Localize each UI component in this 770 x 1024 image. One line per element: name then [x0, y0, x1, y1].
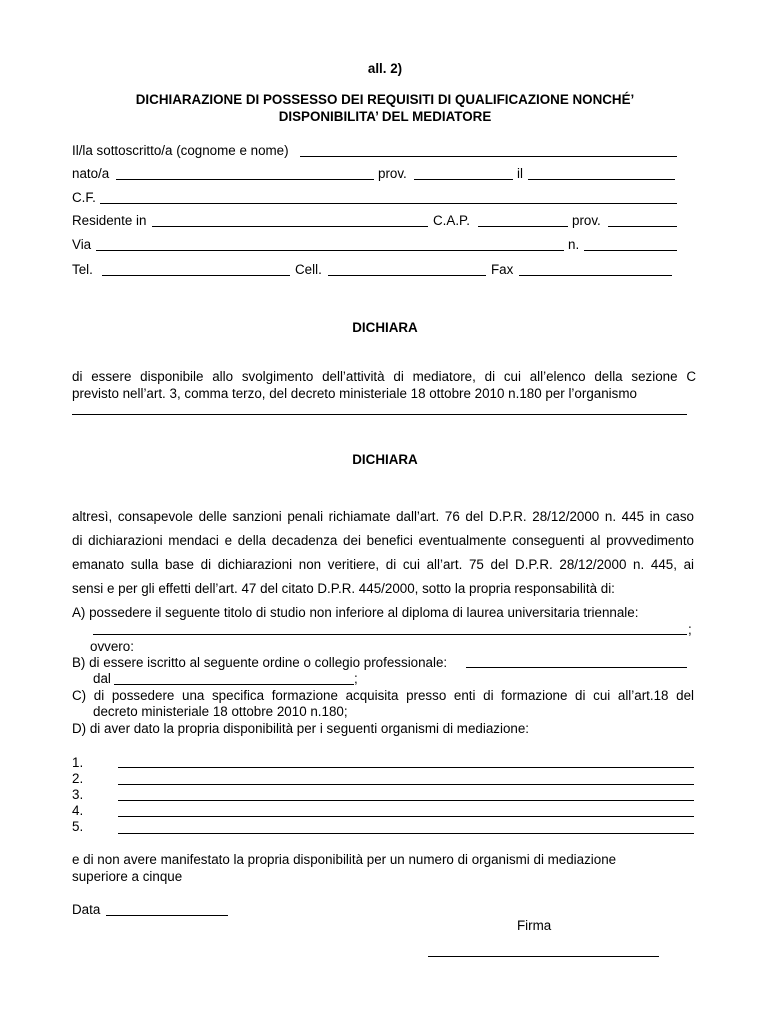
closing-line-1: e di non avere manifestato la propria disponibilità per un numero di organismi di mediazione — [72, 852, 617, 867]
organismo-line-5[interactable] — [118, 833, 694, 834]
semicolon-a: ; — [688, 622, 692, 637]
para-2-line-2: di dichiarazioni mendaci e della decadenza dei benefici eventualmente conseguenti al provvedimento — [72, 533, 694, 548]
il-label: il — [517, 166, 523, 181]
para-2-line-3: emanato sulla base di dichiarazioni non veritiere, di cui all’art. 75 del D.P.R. 28/12/2000 n. 445, ai — [72, 557, 694, 572]
birthplace-field[interactable] — [116, 179, 374, 180]
fax-label: Fax — [491, 262, 514, 277]
closing-line-2: superiore a cinque — [72, 869, 183, 884]
title-line-2: DISPONIBILITA’ DEL MEDIATORE — [278, 109, 492, 124]
dichiara-1-line-2: previsto nell’art. 3, comma terzo, del decreto ministeriale 18 ottobre 2010 n.180 per l’organismo — [72, 386, 637, 401]
organismo-line-3[interactable] — [118, 800, 694, 801]
dichiara-heading-1: DICHIARA — [352, 320, 418, 335]
n-label: n. — [568, 237, 580, 252]
cf-field[interactable] — [100, 203, 677, 204]
firma-label: Firma — [517, 918, 552, 933]
item-c-line-2: decreto ministeriale 18 ottobre 2010 n.180; — [93, 704, 348, 719]
ovvero-label: ovvero: — [90, 639, 134, 654]
sottoscritto-label: Il/la sottoscritto/a (cognome e nome) — [72, 143, 289, 158]
via-label: Via — [72, 237, 92, 252]
item-c-line-1: C) di possedere una specifica formazione acquisita presso enti di formazione di cui all’art.18 del — [72, 688, 694, 703]
organismo-field[interactable] — [72, 414, 687, 415]
dal-label: dal — [93, 671, 111, 686]
item-a: A) possedere il seguente titolo di studio non inferiore al diploma di laurea universitaria triennale: — [72, 605, 639, 620]
cap-label: C.A.P. — [433, 213, 470, 228]
dichiara-1-line-1: di essere disponibile allo svolgimento dell’attività di mediatore, di cui all’elenco della sezione C — [72, 369, 696, 384]
title-line-1: DICHIARAZIONE DI POSSESSO DEI REQUISITI DI QUALIFICAZIONE NONCHÉ’ — [135, 92, 635, 107]
organismo-line-2[interactable] — [118, 784, 694, 785]
tel-field[interactable] — [102, 275, 290, 276]
nato-label: nato/a — [72, 166, 110, 181]
list-number-2: 2. — [72, 771, 84, 786]
fax-field[interactable] — [519, 275, 672, 276]
prov-label-2: prov. — [572, 213, 601, 228]
para-2-line-4: sensi e per gli effetti dell’art. 47 del citato D.P.R. 445/2000, sotto la propria responsabilità di: — [72, 581, 615, 596]
prov-label: prov. — [378, 166, 407, 181]
para-2-line-1: altresì, consapevole delle sanzioni penali richiamate dall’art. 76 del D.P.R. 28/12/2000 n. 445 in caso — [72, 509, 694, 524]
residente-label: Residente in — [72, 213, 147, 228]
annex-label: all. 2) — [367, 61, 403, 76]
item-b: B) di essere iscritto al seguente ordine o collegio professionale: — [72, 655, 448, 670]
street-number-field[interactable] — [584, 250, 677, 251]
ordine-field[interactable] — [466, 667, 687, 668]
list-number-1: 1. — [72, 755, 84, 770]
birth-prov-field[interactable] — [414, 179, 513, 180]
signature-field[interactable] — [428, 956, 659, 957]
residence-prov-field[interactable] — [608, 226, 677, 227]
cf-label: C.F. — [72, 190, 96, 205]
cap-field[interactable] — [478, 226, 568, 227]
semicolon-b: ; — [354, 671, 358, 686]
dal-field[interactable] — [114, 684, 354, 685]
date-field[interactable] — [106, 915, 228, 916]
data-label: Data — [72, 902, 101, 917]
cell-label: Cell. — [295, 262, 322, 277]
organismo-line-4[interactable] — [118, 816, 694, 817]
tel-label: Tel. — [72, 262, 93, 277]
cell-field[interactable] — [328, 275, 486, 276]
degree-field[interactable] — [93, 634, 687, 635]
organismo-line-1[interactable] — [118, 767, 694, 768]
name-field[interactable] — [300, 156, 677, 157]
via-field[interactable] — [96, 250, 564, 251]
item-d: D) di aver dato la propria disponibilità per i seguenti organismi di mediazione: — [72, 721, 530, 736]
dichiara-heading-2: DICHIARA — [352, 452, 418, 467]
birthdate-field[interactable] — [528, 179, 675, 180]
residence-field[interactable] — [152, 226, 428, 227]
list-number-5: 5. — [72, 819, 84, 834]
list-number-3: 3. — [72, 787, 84, 802]
list-number-4: 4. — [72, 803, 84, 818]
